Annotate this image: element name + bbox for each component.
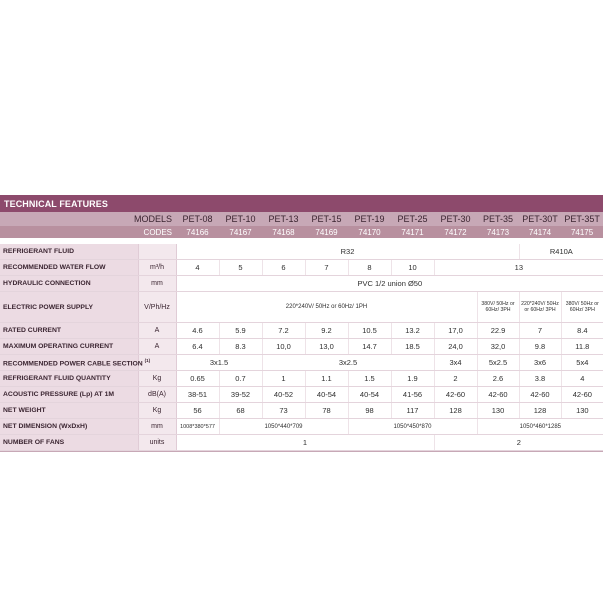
code-cell: 74171 [391, 226, 434, 238]
codes-row [0, 226, 603, 238]
value-cell: 2 [434, 435, 603, 451]
row-net-weight [0, 403, 603, 419]
code-cell: 74166 [176, 226, 219, 238]
value-cell: 5 [219, 260, 262, 276]
value-cell: 4.6 [176, 323, 219, 339]
model-cell: PET-13 [262, 212, 305, 226]
value-cell: 42-60 [561, 387, 603, 403]
value-cell: 7.2 [262, 323, 305, 339]
value-cell: 1 [176, 435, 434, 451]
model-cell: PET-30 [434, 212, 477, 226]
value-cell: 7 [305, 260, 348, 276]
value-cell: 130 [561, 403, 603, 419]
value-cell: 32,0 [477, 339, 519, 355]
row-unit: units [138, 435, 176, 451]
value-cell: 5x4 [561, 355, 603, 371]
value-cell: 117 [391, 403, 434, 419]
row-net-dimension [0, 419, 603, 435]
value-cell: 128 [434, 403, 477, 419]
value-cell: 40-54 [348, 387, 391, 403]
value-cell: 1.1 [305, 371, 348, 387]
value-cell: 3x6 [519, 355, 561, 371]
row-refrigerant-quantity [0, 371, 603, 387]
model-cell: PET-15 [305, 212, 348, 226]
codes-label: CODES [0, 226, 176, 238]
value-cell: 10,0 [262, 339, 305, 355]
value-cell: 13,0 [305, 339, 348, 355]
code-cell: 74167 [219, 226, 262, 238]
row-acoustic-pressure [0, 387, 603, 403]
value-cell: 0.7 [219, 371, 262, 387]
technical-features-sheet [0, 195, 603, 452]
row-electric-power-supply [0, 292, 603, 323]
model-cell: PET-30T [519, 212, 561, 226]
footnote-mark: (1) [144, 357, 151, 363]
value-cell: 6.4 [176, 339, 219, 355]
row-refrigerant-fluid [0, 244, 603, 260]
value-cell: 3x1.5 [176, 355, 262, 371]
value-cell: 2 [434, 371, 477, 387]
value-cell: 10 [391, 260, 434, 276]
code-cell: 74170 [348, 226, 391, 238]
value-cell: 41-56 [391, 387, 434, 403]
row-label: ACOUSTIC PRESSURE (Lp) AT 1M [0, 387, 138, 403]
row-unit: dB(A) [138, 387, 176, 403]
row-unit: mm [138, 276, 176, 292]
row-unit: mm [138, 419, 176, 435]
value-cell: PVC 1/2 union Ø50 [176, 276, 603, 292]
value-cell: 3x2.5 [262, 355, 434, 371]
row-label: REFRIGERANT FLUID QUANTITY [0, 371, 138, 387]
value-cell: 128 [519, 403, 561, 419]
value-cell: 130 [477, 403, 519, 419]
model-cell: PET-35T [561, 212, 603, 226]
value-cell: 220*240V/ 50Hz or 60Hz/ 1PH [176, 292, 477, 323]
value-cell: 22.9 [477, 323, 519, 339]
row-hydraulic-connection [0, 276, 603, 292]
models-row [0, 212, 603, 226]
row-label: NUMBER OF FANS [0, 435, 138, 451]
value-cell: 39-52 [219, 387, 262, 403]
value-cell: R32 [176, 244, 519, 260]
value-cell: 1050*440*709 [219, 419, 348, 435]
table-title-row [0, 195, 603, 212]
value-cell: 1.9 [391, 371, 434, 387]
value-cell: 380V/ 50Hz or 60Hz/ 3PH [561, 292, 603, 323]
row-unit: A [138, 323, 176, 339]
row-label: NET WEIGHT [0, 403, 138, 419]
value-cell: 17,0 [434, 323, 477, 339]
row-power-cable-section [0, 355, 603, 371]
value-cell: 13.2 [391, 323, 434, 339]
value-cell: 1008*380*577 [176, 419, 219, 435]
value-cell: 3x4 [434, 355, 477, 371]
row-label: ELECTRIC POWER SUPPLY [0, 292, 138, 323]
row-water-flow [0, 260, 603, 276]
value-cell: 380V/ 50Hz or 60Hz/ 3PH [477, 292, 519, 323]
value-cell: 40-54 [305, 387, 348, 403]
model-cell: PET-19 [348, 212, 391, 226]
row-label: MAXIMUM OPERATING CURRENT [0, 339, 138, 355]
value-cell: 3.8 [519, 371, 561, 387]
value-cell: 0.65 [176, 371, 219, 387]
row-label: RATED CURRENT [0, 323, 138, 339]
table-bottom-rule [0, 451, 603, 452]
value-cell: 73 [262, 403, 305, 419]
value-cell: 7 [519, 323, 561, 339]
value-cell: 13 [434, 260, 603, 276]
value-cell: 40-52 [262, 387, 305, 403]
table-title: TECHNICAL FEATURES [0, 195, 603, 212]
value-cell: 14.7 [348, 339, 391, 355]
value-cell: 24,0 [434, 339, 477, 355]
value-cell: 9.2 [305, 323, 348, 339]
model-cell: PET-10 [219, 212, 262, 226]
value-cell: 18.5 [391, 339, 434, 355]
value-cell: 42-60 [519, 387, 561, 403]
code-cell: 74168 [262, 226, 305, 238]
value-cell: 1050*450*870 [348, 419, 477, 435]
value-cell: 56 [176, 403, 219, 419]
value-cell: 1050*460*1285 [477, 419, 603, 435]
row-unit [138, 244, 176, 260]
value-cell: R410A [519, 244, 603, 260]
models-label: MODELS [0, 212, 176, 226]
value-cell: 9.8 [519, 339, 561, 355]
row-label-text: RECOMMENDED POWER CABLE SECTION [3, 360, 143, 368]
value-cell: 5.9 [219, 323, 262, 339]
value-cell: 8.3 [219, 339, 262, 355]
value-cell: 2.6 [477, 371, 519, 387]
row-unit: Kg [138, 371, 176, 387]
value-cell: 8.4 [561, 323, 603, 339]
row-number-of-fans [0, 435, 603, 451]
code-cell: 74173 [477, 226, 519, 238]
value-cell: 98 [348, 403, 391, 419]
row-unit: m³/h [138, 260, 176, 276]
model-cell: PET-25 [391, 212, 434, 226]
value-cell: 4 [561, 371, 603, 387]
value-cell: 8 [348, 260, 391, 276]
value-cell: 4 [176, 260, 219, 276]
value-cell: 6 [262, 260, 305, 276]
row-label: REFRIGERANT FLUID [0, 244, 138, 260]
value-cell: 42-60 [434, 387, 477, 403]
value-cell: 5x2.5 [477, 355, 519, 371]
model-cell: PET-35 [477, 212, 519, 226]
value-cell: 68 [219, 403, 262, 419]
row-label [0, 355, 151, 371]
value-cell: 42-60 [477, 387, 519, 403]
row-label: NET DIMENSION (WxDxH) [0, 419, 138, 435]
row-unit: A [138, 339, 176, 355]
value-cell: 10.5 [348, 323, 391, 339]
row-label: HYDRAULIC CONNECTION [0, 276, 138, 292]
value-cell: 1.5 [348, 371, 391, 387]
code-cell: 74174 [519, 226, 561, 238]
value-cell: 220*240V/ 50Hz or 60Hz/ 3PH [519, 292, 561, 323]
code-cell: 74169 [305, 226, 348, 238]
code-cell: 74172 [434, 226, 477, 238]
row-rated-current [0, 323, 603, 339]
code-cell: 74175 [561, 226, 603, 238]
value-cell: 38-51 [176, 387, 219, 403]
row-unit: V/Ph/Hz [138, 292, 176, 323]
value-cell: 78 [305, 403, 348, 419]
model-cell: PET-08 [176, 212, 219, 226]
value-cell: 11.8 [561, 339, 603, 355]
row-label: RECOMMENDED WATER FLOW [0, 260, 138, 276]
value-cell: 1 [262, 371, 305, 387]
row-max-operating-current [0, 339, 603, 355]
technical-features-table [0, 195, 603, 451]
row-unit: Kg [138, 403, 176, 419]
